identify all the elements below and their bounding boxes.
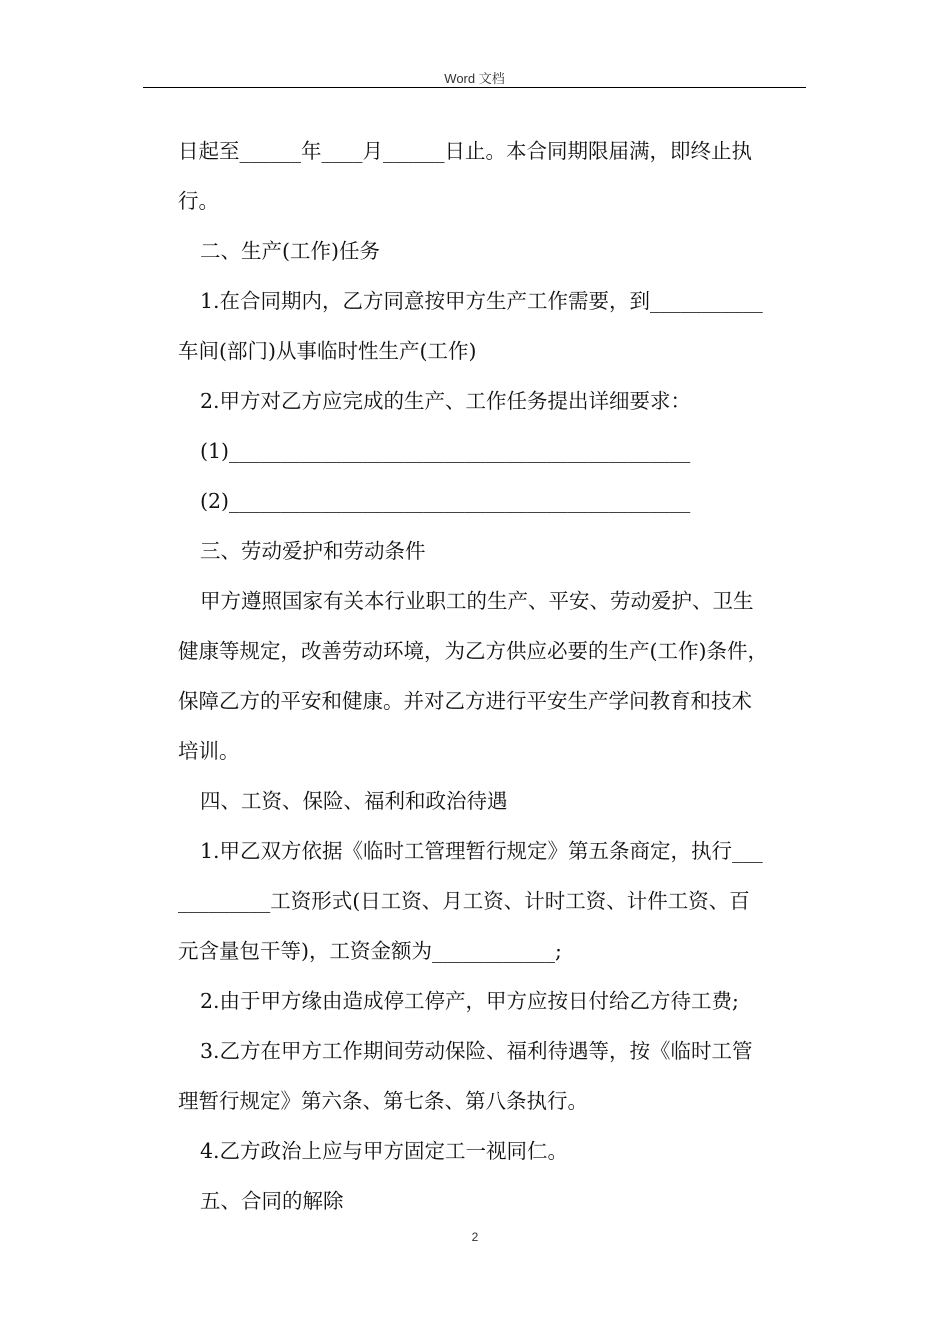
- page-number: 2: [471, 1230, 479, 1244]
- text-line: 甲方遵照国家有关本行业职工的生产、平安、劳动爱护、卫生: [200, 589, 754, 613]
- text-line: 2.由于甲方缘由造成停工停产，甲方应按日付给乙方待工费;: [200, 989, 739, 1013]
- section-heading: 四、工资、保险、福利和政治待遇: [200, 789, 508, 813]
- document-body: [178, 126, 806, 1226]
- fill-in-line: (2)_____________________________________________: [200, 489, 691, 513]
- text-line: 健康等规定，改善劳动环境，为乙方供应必要的生产(工作)条件，: [178, 639, 768, 663]
- page-header-title: Word 文档: [444, 71, 505, 86]
- section-heading: 二、生产(工作)任务: [200, 239, 380, 263]
- text-line: 保障乙方的平安和健康。并对乙方进行平安生产学问教育和技术: [178, 689, 752, 713]
- text-line: 培训。: [178, 739, 240, 763]
- text-line: 1.甲乙双方依据《临时工管理暂行规定》第五条商定，执行___: [200, 839, 763, 863]
- text-line: 理暂行规定》第六条、第七条、第八条执行。: [178, 1089, 588, 1113]
- text-line: _________工资形式(日工资、月工资、计时工资、计件工资、百: [178, 889, 750, 913]
- text-line: 日起至______年____月______日止。本合同期限届满，即终止执: [178, 139, 752, 163]
- section-heading: 五、合同的解除: [200, 1189, 344, 1213]
- text-line: 元含量包干等)，工资金额为____________;: [178, 939, 562, 963]
- text-line: 1.在合同期内，乙方同意按甲方生产工作需要，到___________: [200, 289, 763, 313]
- text-line: 车间(部门)从事临时性生产(工作): [178, 339, 477, 363]
- text-line: 行。: [178, 189, 219, 213]
- text-line: 4.乙方政治上应与甲方固定工一视同仁。: [200, 1139, 569, 1163]
- text-line: 3.乙方在甲方工作期间劳动保险、福利待遇等，按《临时工管: [200, 1039, 753, 1063]
- section-heading: 三、劳动爱护和劳动条件: [200, 539, 426, 563]
- header-divider: [143, 87, 806, 88]
- fill-in-line: (1)_____________________________________________: [200, 439, 691, 463]
- text-line: 2.甲方对乙方应完成的生产、工作任务提出详细要求：: [200, 389, 692, 413]
